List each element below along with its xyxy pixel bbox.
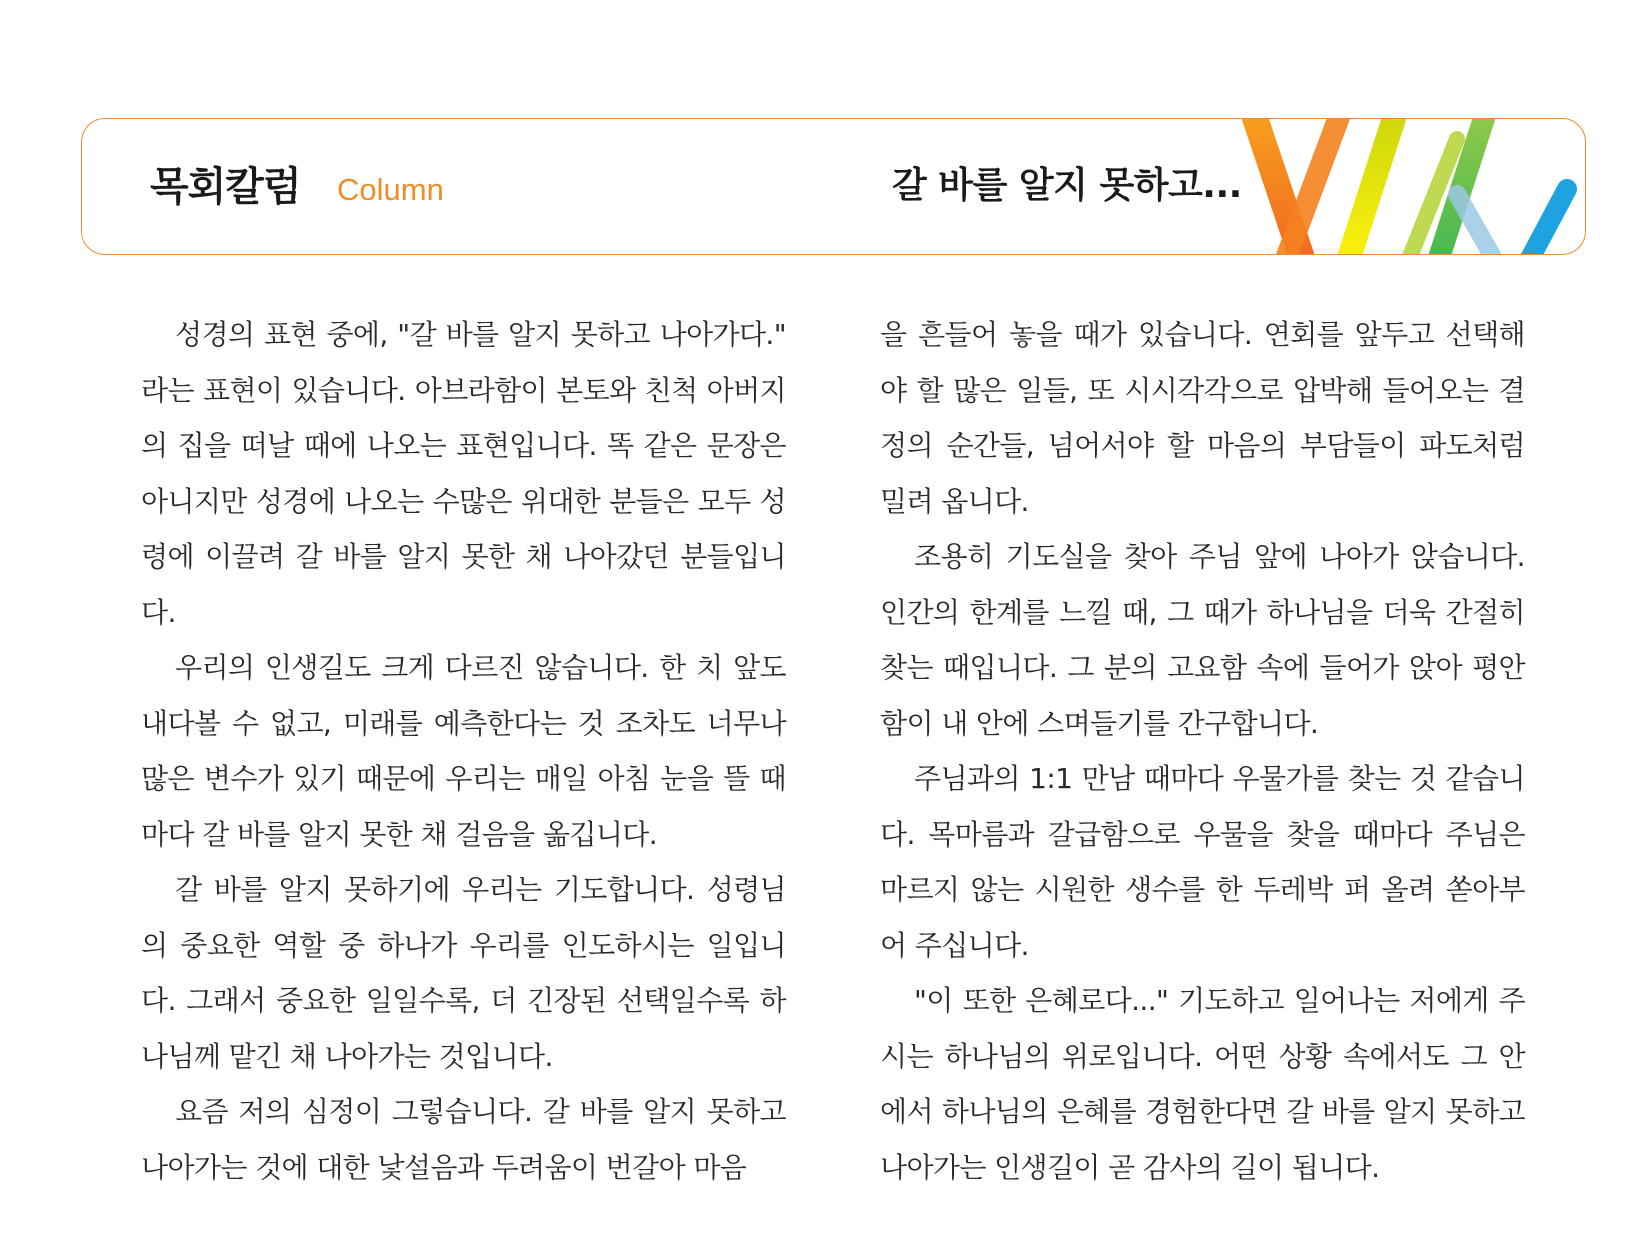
article-title: 갈 바를 알지 못하고... bbox=[892, 165, 1242, 206]
paragraph: 우리의 인생길도 크게 다르진 않습니다. 한 치 앞도 내다볼 수 없고, 미래를 예측한다는 것 조차도 너무나 많은 변수가 있기 때문에 우리는 매일 아침 눈을 뜰 때마다 갈 바를 알지 못한 채 걸음을 옮깁니다. bbox=[141, 651, 786, 851]
decorative-stripes-graphic bbox=[1222, 119, 1586, 255]
paragraph: 주님과의 1:1 만남 때마다 우물가를 찾는 것 같습니다. 목마름과 갈급함으로 우물을 찾을 때마다 주님은 마르지 않는 시원한 생수를 한 두레박 퍼 올려 쏟아부어 주십니다. bbox=[880, 762, 1525, 962]
column-header bbox=[81, 118, 1586, 255]
stripe-orange-right bbox=[1284, 119, 1342, 255]
paragraph-continued: 을 흔들어 놓을 때가 있습니다. 연회를 앞두고 선택해야 할 많은 일들, 또 시시각각으로 압박해 들어오는 결정의 순간들, 넘어서야 할 마음의 부담들이 파도처럼 밀려 옵니다. bbox=[880, 318, 1525, 518]
paragraph: 갈 바를 알지 못하기에 우리는 기도합니다. 성령님의 중요한 역할 중 하나가 우리를 인도하시는 일입니다. 그래서 중요한 일일수록, 더 긴장된 선택일수록 하나님께 맡긴 채 나아가는 것입니다. bbox=[141, 873, 786, 1073]
stripe-yellow bbox=[1347, 119, 1397, 255]
body-left-column bbox=[141, 307, 786, 1195]
section-title: 목회칼럼 bbox=[150, 164, 301, 210]
paragraph: "이 또한 은혜로다..." 기도하고 일어나는 저에게 주시는 하나님의 위로입니다. 어떤 상황 속에서도 그 안에서 하나님의 은혜를 경험한다면 갈 바를 알지 못하고 나아가는 인생길이 곧 감사의 길이 됩니다. bbox=[880, 984, 1525, 1184]
paragraph: 조용히 기도실을 찾아 주님 앞에 나아가 앉습니다. 인간의 한계를 느낄 때, 그 때가 하나님을 더욱 간절히 찾는 때입니다. 그 분의 고요함 속에 들어가 앉아 평안함이 내 안에 스며들기를 간구합니다. bbox=[880, 540, 1525, 740]
stripe-blue bbox=[1527, 189, 1567, 255]
section-subtitle: Column bbox=[337, 172, 444, 207]
paragraph: 요즘 저의 심정이 그렇습니다. 갈 바를 알지 못하고 나아가는 것에 대한 낯설음과 두려움이 번갈아 마음 bbox=[141, 1095, 786, 1184]
body-right-column bbox=[880, 307, 1525, 1195]
paragraph: 성경의 표현 중에, "갈 바를 알지 못하고 나아가다." 라는 표현이 있습니다. 아브라함이 본토와 친척 아버지의 집을 떠날 때에 나오는 표현입니다. 똑 같은 문장은 아니지만 성경에 나오는 수많은 위대한 분들은 모두 성령에 이끌려 갈 바를 알지 못한 채 나아갔던 분들입니다. bbox=[141, 318, 786, 629]
stripe-blue-light bbox=[1457, 194, 1497, 255]
